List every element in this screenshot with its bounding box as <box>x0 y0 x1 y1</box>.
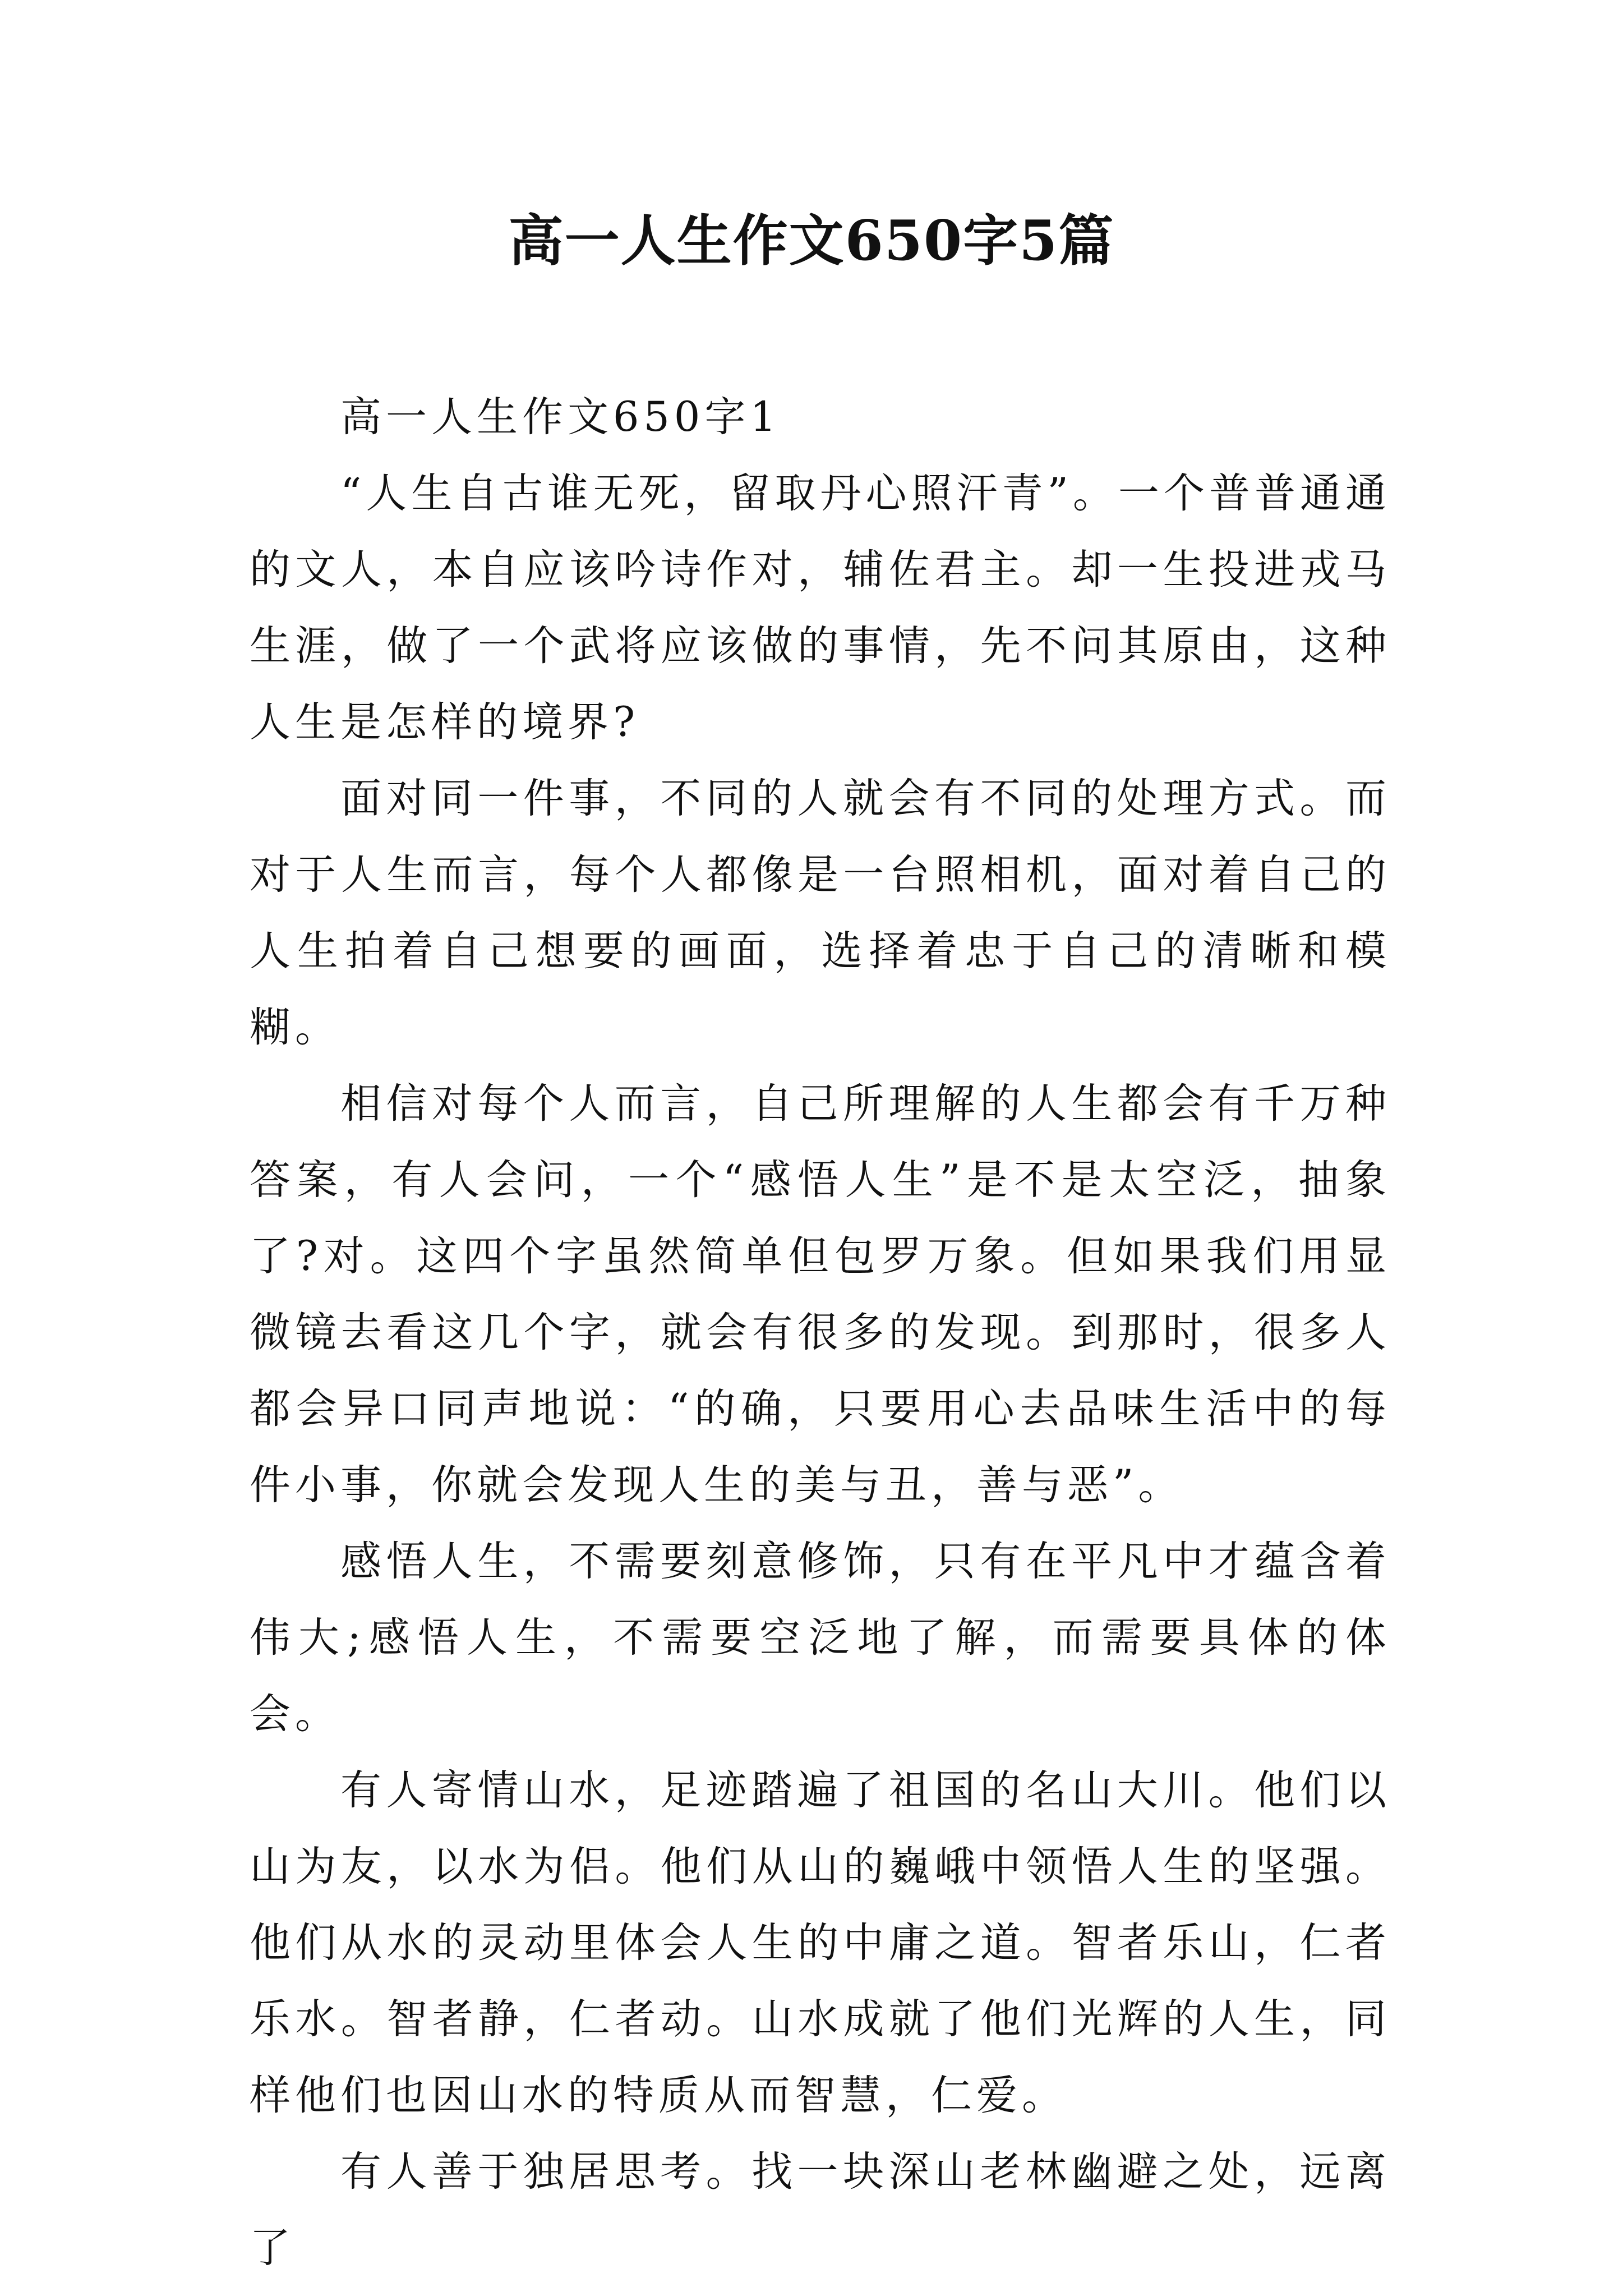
document-body <box>250 379 1391 2286</box>
paragraph: 感悟人生，不需要刻意修饰，只有在平凡中才蕴含着伟大;感悟人生，不需要空泛地了解，而需要具体的体会。 <box>250 1538 1391 1738</box>
paragraph: 相信对每个人而言，自己所理解的人生都会有千万种答案，有人会问，一个“感悟人生”是不是太空泛，抽象了?对。这四个字虽然简单但包罗万象。但如果我们用显微镜去看这几个字，就会有很多的发现。到那时，很多人都会异口同声地说：“的确，只要用心去品味生活中的每件小事，你就会发现人生的美与丑，善与恶”。 <box>250 1080 1391 1509</box>
paragraph: 有人寄情山水，足迹踏遍了祖国的名山大川。他们以山为友，以水为侣。他们从山的巍峨中领悟人生的坚强。他们从水的灵动里体会人生的中庸之道。智者乐山，仁者乐水。智者静，仁者动。山水成就了他们光辉的人生，同样他们也因山水的特质从而智慧，仁爱。 <box>250 1766 1391 2119</box>
document-title: 高一人生作文650字5篇 <box>508 209 1115 273</box>
paragraph: 面对同一件事，不同的人就会有不同的处理方式。而对于人生而言，每个人都像是一台照相机，面对着自己的人生拍着自己想要的画面，选择着忠于自己的清晰和模糊。 <box>250 775 1391 1051</box>
paragraph: 有人善于独居思考。找一块深山老林幽避之处，远离了 <box>250 2148 1391 2272</box>
paragraph: “人生自古谁无死，留取丹心照汗青”。一个普普通通的文人，本自应该吟诗作对，辅佐君主。却一生投进戎马生涯，做了一个武将应该做的事情，先不问其原由，这种人生是怎样的境界? <box>250 470 1391 746</box>
paragraph-subtitle: 高一人生作文650字1 <box>340 393 781 441</box>
